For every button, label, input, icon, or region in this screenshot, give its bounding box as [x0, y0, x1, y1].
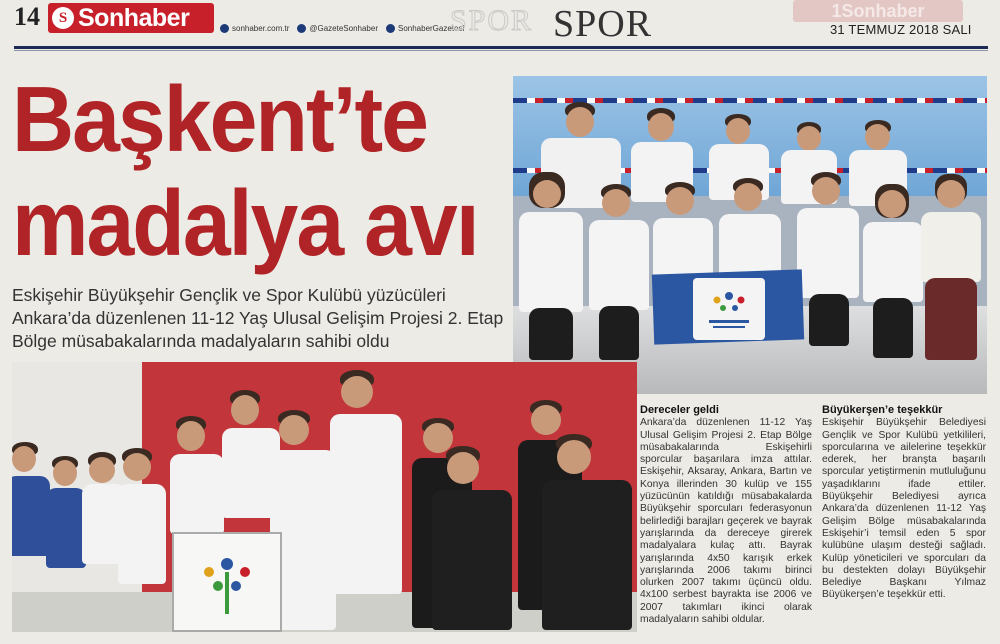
- twitter-icon: [297, 24, 306, 33]
- brand-mark-icon: S: [52, 7, 74, 29]
- deck-summary: Eskişehir Büyükşehir Gençlik ve Spor Kulübü yüzücüleri Ankara’da düzenlenen 11-12 Yaş Ulusal Gelişim Projesi 2. Etap Bölge müsabakalarında madalyaların sahibi oldu: [12, 285, 504, 351]
- ghost-section-label: SPOR: [450, 4, 534, 37]
- club-logo-icon: [693, 278, 765, 340]
- masthead-rule: [14, 46, 988, 49]
- brand-logo: [48, 3, 214, 33]
- team-photo-pool: [513, 76, 987, 394]
- article-body-1: Ankara’da düzenlenen 11-12 Yaş Ulusal Gelişim Projesi 2. Etap Bölge müsabakalarında Eskişehirli sporcular başarılara imza attılar. Eskişehir, Aksaray, Ankara, Bartın ve Konya illerinden 30 kulüp ve 155 yüzücünün katıldığı müsabakalarda Büyükşehir sporcuları federasyonun belirlediği barajları geçerek ve bayrak yarışlarında da dereceye girerek madalyalara kulaç attı. Bayrak yarışlarında 4x50 karışık erkek yarışlarında 2006 takımı birinci olurken 2007 takımı üçüncü oldu. 4x100 serbest bayrakta ise 2006 ve 2007 takımları ikinci olarak madalyaların sahibi oldular.: [640, 417, 812, 626]
- headline: [12, 68, 512, 275]
- social-links: [220, 24, 464, 33]
- ghost-brand-label: 1Sonhaber: [793, 0, 963, 22]
- article-column-1: [640, 404, 812, 626]
- team-photo-medals: [12, 362, 637, 632]
- subheading-tesekkur: Büyükerşen’e teşekkür: [822, 404, 943, 416]
- headline-line-2: madalya avı: [12, 171, 478, 276]
- page-number: 14: [14, 2, 40, 31]
- brand-name: Sonhaber: [78, 3, 190, 32]
- article-column-2: [822, 404, 986, 602]
- facebook-link: SonhaberGazetesi: [386, 24, 464, 33]
- subheading-dereceler: Dereceler geldi: [640, 404, 719, 416]
- twitter-link: @GazeteSonhaber: [297, 24, 378, 33]
- facebook-icon: [386, 24, 395, 33]
- website-link: sonhaber.com.tr: [220, 24, 289, 33]
- issue-date: 31 TEMMUZ 2018 SALI: [830, 22, 972, 37]
- headline-line-1: Başkent’te: [12, 68, 427, 172]
- globe-icon: [220, 24, 229, 33]
- club-sign: [172, 532, 282, 632]
- masthead: [0, 0, 1000, 44]
- section-title: SPOR: [553, 3, 653, 45]
- masthead-rule-thin: [14, 50, 988, 51]
- article-body-2: Eskişehir Büyükşehir Belediyesi Gençlik ve Spor Kulübü yetkilileri, sporcularına ve ailelerine teşekkür ederek, her branşta başarılı sporcular yetiştirmenin mutluluğunu yaşadıklarını ifade ettiler. Büyükşehir Belediyesi ayrıca Ankara’da düzenlenen 11-12 Yaş Gelişim Bölge müsabakalarında Eskişehir’i temsil eden 5 spor kulübüne ulaşım desteği sağladı. Kulüp yöneticileri ve sporcuları da bu destekten dolayı Büyükşehir Belediye Başkanı Yılmaz Büyükerşen’e teşekkür etti.: [822, 417, 986, 601]
